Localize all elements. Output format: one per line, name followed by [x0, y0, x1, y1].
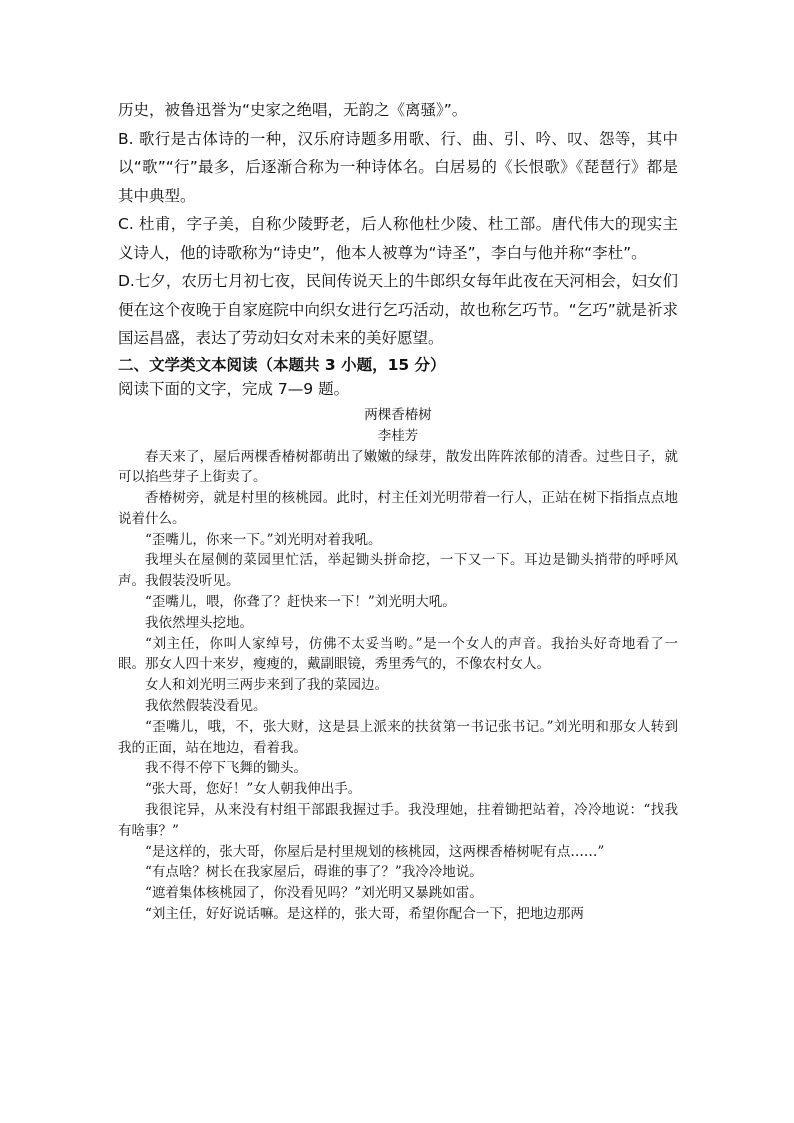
story-author: 李桂芳: [377, 427, 419, 444]
story-paragraph: 我埋头在屋侧的菜园里忙活，举起锄头拼命挖，一下又一下。耳边是锄头捎带的呼呼风声。我假装没听见。: [118, 552, 678, 590]
story-paragraph: “张大哥，您好！”女人朝我伸出手。: [145, 781, 362, 798]
option-a-tail: 历史，被鲁迅誉为“史家之绝唱，无韵之《离骚》”。: [118, 101, 468, 119]
story-paragraph: “歪嘴儿，喂，你聋了？赶快来一下！”刘光明大吼。: [145, 594, 456, 611]
story-paragraph: “刘主任，你叫人家绰号，仿佛不太妥当哟。”是一个女人的声音。我抬头好奇地看了一眼。那女人四十来岁，瘦瘦的，戴副眼镜，秀里秀气的，不像农村女人。: [118, 635, 678, 673]
story-paragraph: 女人和刘光明三两步来到了我的菜园边。: [145, 677, 388, 694]
section-instruction: 阅读下面的文字，完成 7—9 题。: [118, 379, 350, 398]
option-c: C. 杜甫，字子美，自称少陵野老，后人称他杜少陵、杜工部。唐代伟大的现实主义诗人，他的诗歌称为“诗史”，他本人被尊为“诗圣”，李白与他并称“李杜”。: [118, 215, 678, 262]
story-paragraph: “歪嘴儿，你来一下。”刘光明对着我吼。: [145, 531, 382, 548]
story-paragraph: 我不得不停下飞舞的锄头。: [145, 760, 307, 777]
story-paragraph: 春天来了，屋后两棵香椿树都萌出了嫩嫩的绿芽，散发出阵阵浓郁的清香。过些日子，就可以掐些芽子上街卖了。: [118, 448, 678, 486]
story-paragraph: “遮着集体核桃园了，你没看见吗？”刘光明又暴跳如雷。: [145, 885, 483, 902]
document-page: [118, 96, 678, 925]
story-paragraph: “是这样的，张大哥，你屋后是村里规划的核桃园，这两棵香椿树呢有点……”: [145, 843, 605, 860]
story-paragraph: 我很诧异，从来没有村组干部跟我握过手。我没理她，拄着锄把站着，冷冷地说：“找我有啥事？”: [118, 802, 678, 839]
story-paragraph: 我依然假装没看见。: [145, 698, 267, 715]
story-title: 两棵香椿树: [364, 406, 432, 423]
story-body: [118, 447, 678, 925]
story-paragraph: 我依然埋头挖地。: [145, 614, 253, 631]
story-paragraph: “刘主任，好好说话嘛。是这样的，张大哥，希望你配合一下，把地边那两: [145, 906, 584, 923]
option-d: D.七夕，农历七月初七夜，民间传说天上的牛郎织女每年此夜在天河相会，妇女们便在这个夜晚于自家庭院中向织女进行乞巧活动，故也称乞巧节。“乞巧”就是祈求国运昌盛，表达了劳动妇女对未来的美好愿望。: [118, 272, 678, 347]
answer-options: [118, 96, 678, 353]
section-heading: 二、文学类文本阅读（本题共 3 小题，15 分）: [118, 355, 446, 374]
option-b: B. 歌行是古体诗的一种，汉乐府诗题多用歌、行、曲、引、吟、叹、怨等，其中以“歌”“行”最多，后逐渐合称为一种诗体名。白居易的《长恨歌》《琵琶行》都是其中典型。: [118, 129, 678, 205]
story-paragraph: “歪嘴儿，哦，不，张大财，这是县上派来的扶贫第一书记张书记。”刘光明和那女人转到我的正面，站在地边，看着我。: [118, 718, 678, 756]
story-paragraph: “有点啥？树长在我家屋后，碍谁的事了？”我冷冷地说。: [145, 864, 483, 881]
story-paragraph: 香椿树旁，就是村里的核桃园。此时，村主任刘光明带着一行人，正站在树下指指点点地说着什么。: [118, 490, 678, 527]
